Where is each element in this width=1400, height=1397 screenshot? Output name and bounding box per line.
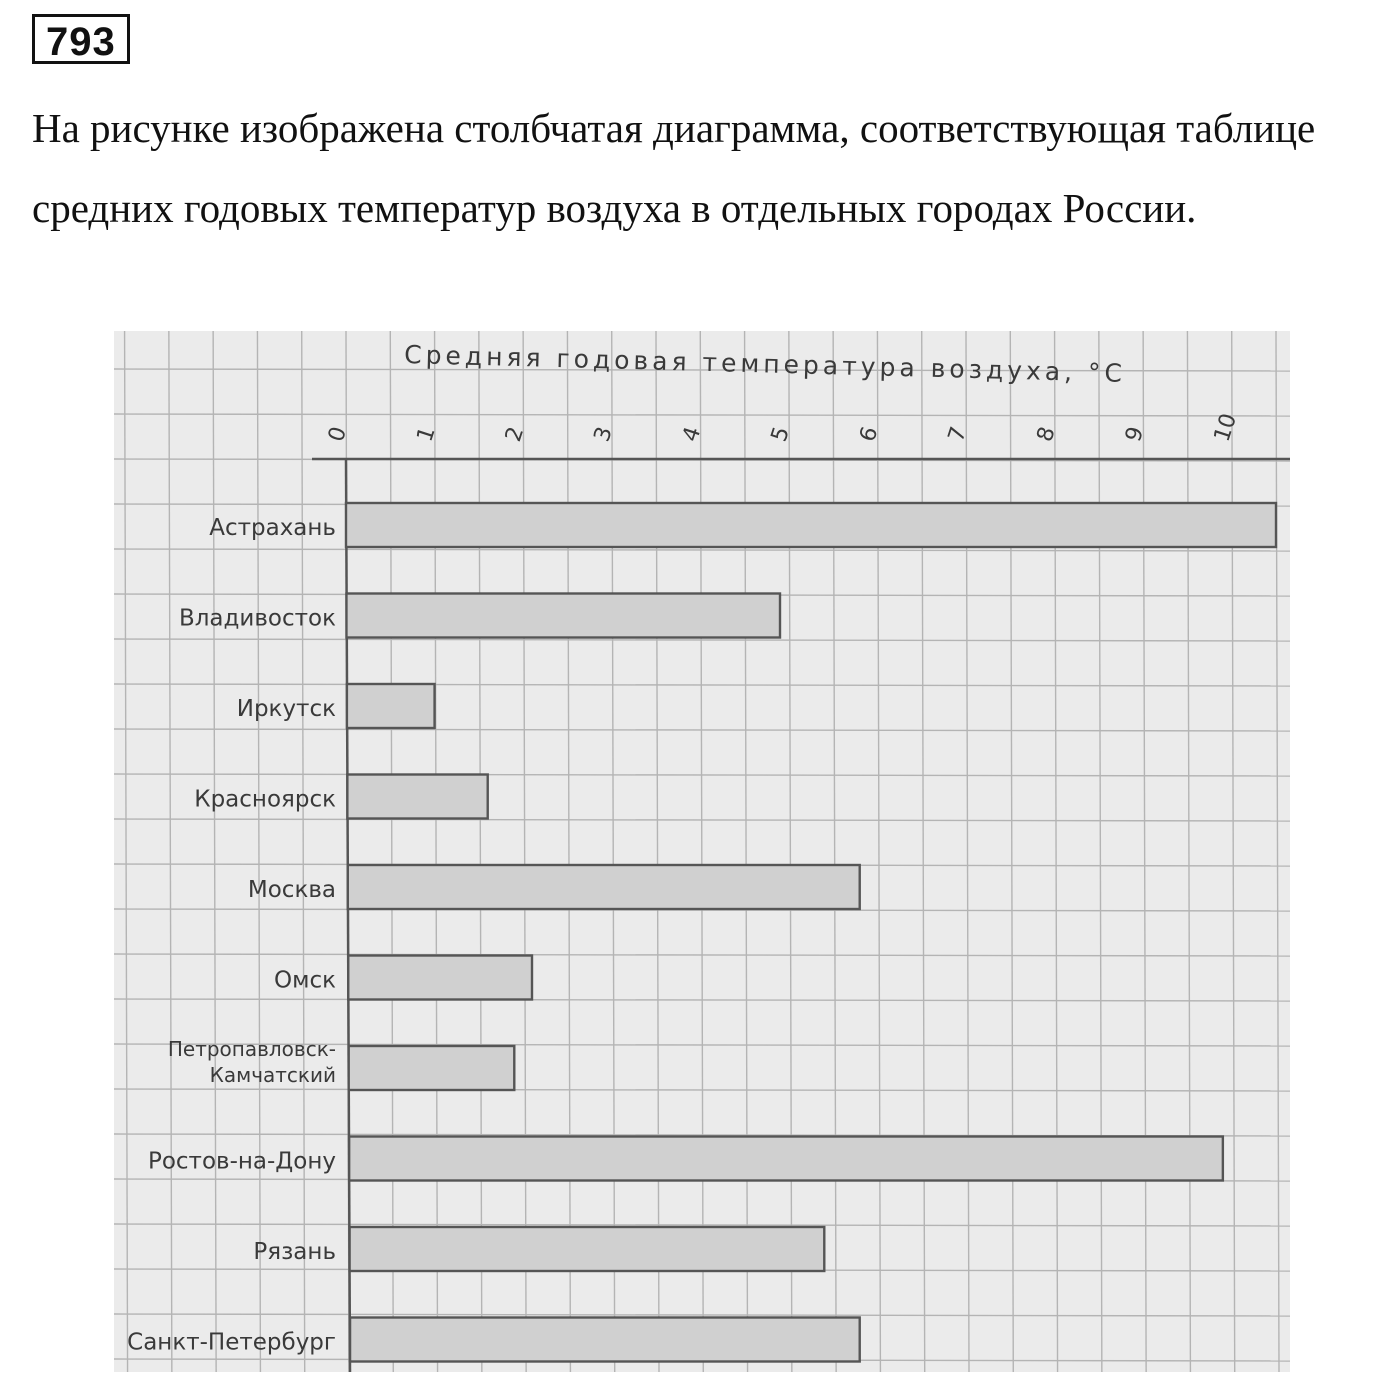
x-tick-label: 0 [323, 423, 353, 445]
x-tick-label: 6 [855, 423, 884, 445]
category-label-line: Камчатский [209, 1063, 336, 1087]
bar [347, 684, 435, 728]
x-tick-label: 5 [766, 423, 795, 445]
x-tick-label: 2 [501, 423, 530, 445]
category-label-line: Петропавловск- [167, 1037, 336, 1061]
bar-chart [114, 331, 1290, 1372]
bar [347, 775, 487, 819]
bar [346, 503, 1276, 547]
bar-chart-photo [114, 331, 1290, 1372]
category-label: Рязань [253, 1239, 336, 1265]
bar [350, 1318, 860, 1362]
x-tick-label: 8 [1032, 423, 1061, 445]
bar [349, 1137, 1223, 1181]
grid-paper [114, 331, 1290, 1372]
problem-number: 793 [32, 14, 130, 64]
bar [346, 594, 780, 638]
x-tick-label: 10 [1209, 410, 1243, 445]
chart-title: Средняя годовая температура воздуха, °С [403, 340, 1127, 388]
category-label: Ростов-на-Дону [147, 1148, 336, 1175]
category-label: Санкт-Петербург [127, 1329, 336, 1356]
category-label: Астрахань [209, 515, 336, 541]
bar [348, 865, 860, 909]
x-tick-label: 3 [589, 423, 618, 445]
category-label: Иркутск [236, 696, 336, 722]
x-tick-label: 7 [943, 423, 973, 445]
x-tick-label: 9 [1121, 423, 1150, 445]
bar [350, 1227, 825, 1271]
x-tick-label: 1 [412, 423, 441, 445]
category-label: Москва [247, 877, 336, 903]
category-label: Красноярск [194, 786, 336, 813]
category-label: Владивосток [178, 605, 336, 632]
problem-text: На рисунке изображена столбчатая диаграмма, соответствующая таблице средних годовых температур воздуха в отдельных городах России. [32, 105, 1316, 231]
bar [349, 1046, 515, 1090]
x-tick-label: 4 [678, 423, 707, 445]
bar [348, 956, 532, 1000]
category-label: Омск [274, 967, 336, 994]
